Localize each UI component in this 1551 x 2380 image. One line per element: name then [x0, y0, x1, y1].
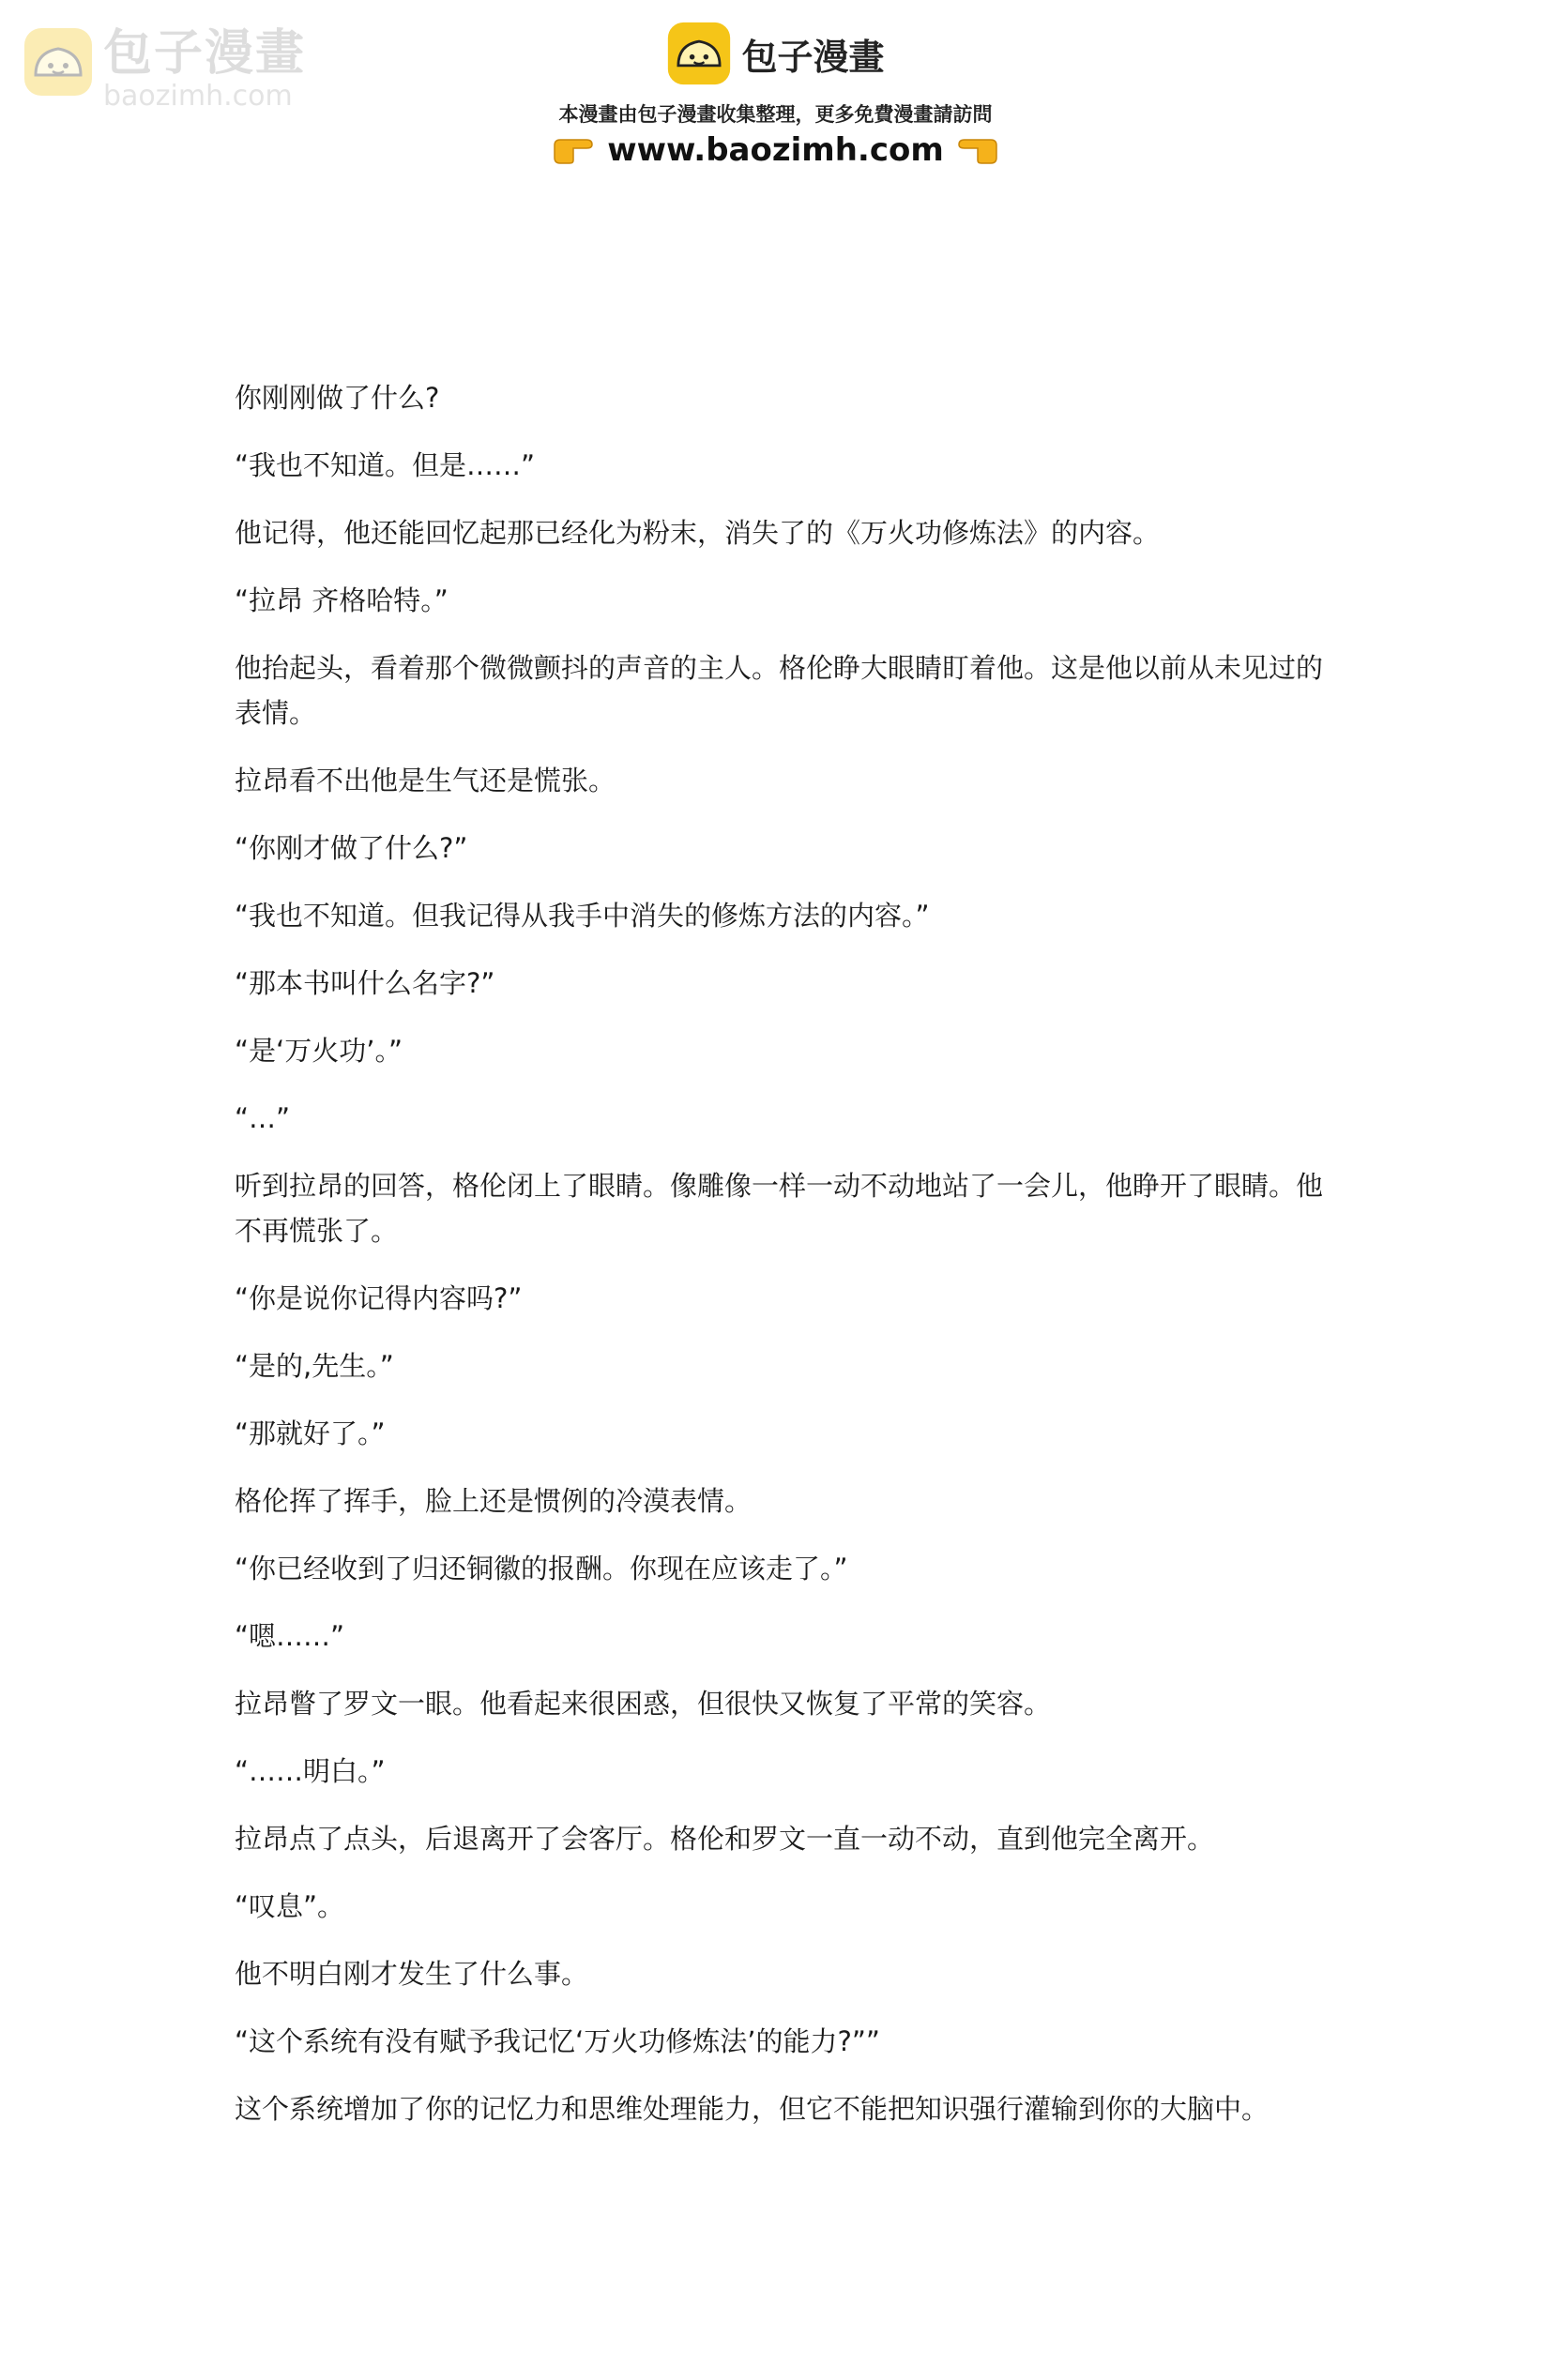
- paragraph: “那就好了。”: [235, 1417, 386, 1449]
- paragraph: “叹息”。: [235, 1890, 345, 1922]
- paragraph: “你刚才做了什么?”: [235, 832, 468, 864]
- paragraph: “是‘万火功’。”: [235, 1035, 403, 1067]
- paragraph: “那本书叫什么名字?”: [235, 967, 495, 999]
- paragraph: 他不明白刚才发生了什么事。: [235, 1958, 589, 1990]
- brand-name: 包子漫畫: [741, 36, 885, 78]
- bun-logo-icon: [666, 21, 732, 86]
- site-url-link[interactable]: www.baozimh.com: [607, 131, 944, 169]
- paragraph: 他抬起头，看着那个微微颤抖的声音的主人。格伦睁大眼睛盯着他。这是他以前从未见过的表情。: [235, 652, 1324, 729]
- chapter-text: [235, 375, 1323, 2154]
- brand-row: [666, 21, 884, 86]
- paragraph: 他记得，他还能回忆起那已经化为粉末，消失了的《万火功修炼法》的内容。: [235, 517, 1161, 549]
- paragraph: “……明白。”: [235, 1755, 386, 1787]
- paragraph: 拉昂看不出他是生气还是慌张。: [235, 765, 616, 796]
- paragraph: “是的,先生。”: [235, 1350, 394, 1382]
- paragraph: “我也不知道。但我记得从我手中消失的修炼方法的内容。”: [235, 900, 930, 932]
- tagline: 本漫畫由包子漫畫收集整理，更多免費漫畫請訪問: [558, 103, 993, 126]
- paragraph: 格伦挥了挥手，脸上还是惯例的冷漠表情。: [235, 1485, 753, 1517]
- corner-brand-domain: baozimh.com: [103, 80, 293, 113]
- paragraph: 你刚刚做了什么?: [235, 382, 440, 414]
- paragraph: “拉昂 齐格哈特。”: [235, 584, 449, 616]
- pointing-right-hand-icon: [551, 134, 594, 166]
- paragraph: 这个系统增加了你的记忆力和思维处理能力，但它不能把知识强行灌输到你的大脑中。: [235, 2093, 1270, 2125]
- corner-brand-name: 包子漫畫: [103, 25, 307, 82]
- paragraph: “…”: [235, 1102, 291, 1134]
- paragraph: 听到拉昂的回答，格伦闭上了眼睛。像雕像一样一动不动地站了一会儿，他睁开了眼睛。他不再慌张了。: [235, 1170, 1324, 1247]
- site-header: [0, 21, 1551, 169]
- url-row: [0, 131, 1551, 169]
- paragraph: 拉昂瞥了罗文一眼。他看起来很困惑，但很快又恢复了平常的笑容。: [235, 1688, 1052, 1720]
- paragraph: 拉昂点了点头，后退离开了会客厅。格伦和罗文一直一动不动，直到他完全离开。: [235, 1823, 1215, 1855]
- paragraph: “这个系统有没有赋予我记忆‘万火功修炼法’的能力?””: [235, 2025, 880, 2057]
- paragraph: “你是说你记得内容吗?”: [235, 1282, 523, 1314]
- pointing-left-hand-icon: [957, 134, 1000, 166]
- paragraph: “你已经收到了归还铜徽的报酬。你现在应该走了。”: [235, 1553, 848, 1584]
- paragraph: “嗯……”: [235, 1620, 345, 1652]
- paragraph: “我也不知道。但是……”: [235, 449, 536, 481]
